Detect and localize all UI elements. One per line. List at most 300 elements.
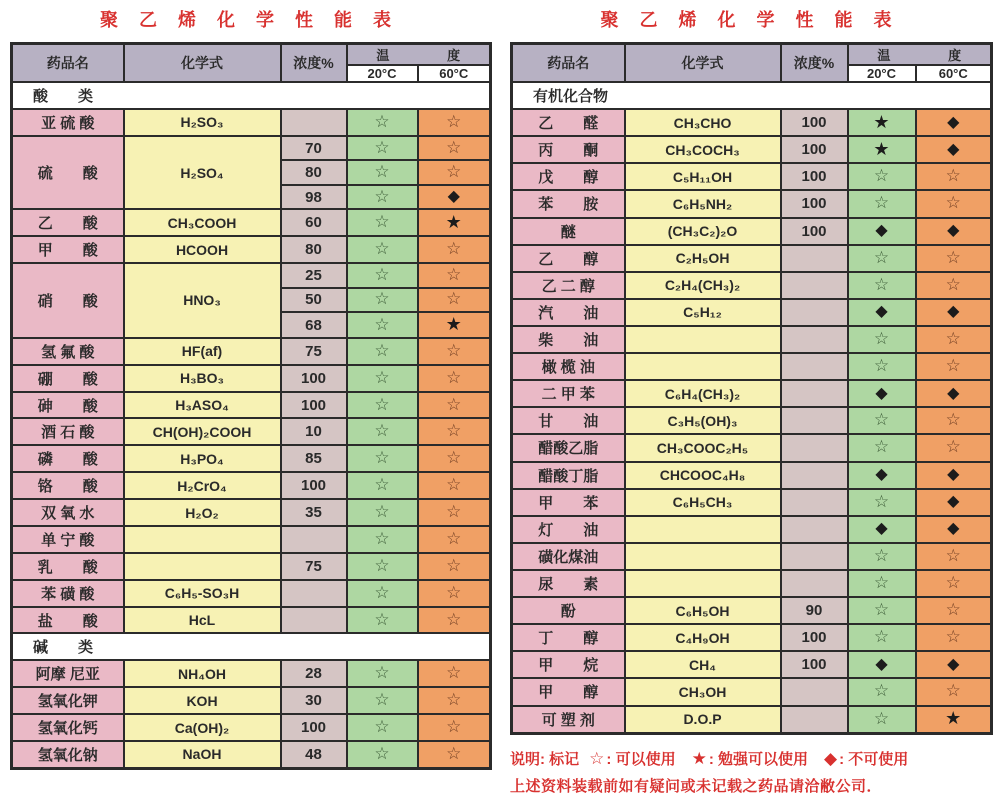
concentration-cell bbox=[781, 678, 848, 705]
concentration-cell bbox=[281, 607, 347, 634]
concentration-cell bbox=[781, 516, 848, 543]
formula-cell: NaOH bbox=[124, 741, 281, 769]
table-row bbox=[512, 299, 992, 326]
ok-star-icon: ☆ bbox=[873, 437, 890, 457]
ok-star-icon: ☆ bbox=[873, 410, 890, 430]
section-label: 酸 类 bbox=[12, 82, 491, 109]
ok-star-icon: ☆ bbox=[446, 555, 462, 575]
table-row bbox=[12, 526, 491, 553]
concentration-cell bbox=[781, 543, 848, 570]
formula-cell: H₃PO₄ bbox=[124, 445, 281, 472]
formula-cell: KOH bbox=[124, 687, 281, 714]
table-row bbox=[512, 136, 992, 163]
ok-star-icon: ☆ bbox=[945, 247, 961, 267]
rating-20c-cell bbox=[347, 136, 418, 161]
rating-20c-cell bbox=[347, 714, 418, 741]
ok-star-icon: ☆ bbox=[873, 356, 890, 376]
concentration-cell bbox=[281, 526, 347, 553]
right-table-title: 聚 乙 烯 化 学 性 能 表 bbox=[600, 10, 900, 30]
table-row bbox=[12, 553, 491, 580]
ok-star-icon: ☆ bbox=[374, 394, 390, 414]
table-row bbox=[512, 245, 992, 272]
rating-20c-cell bbox=[848, 516, 916, 543]
table-row bbox=[512, 434, 992, 461]
ok-star-icon: ☆ bbox=[446, 690, 462, 710]
rating-60c-cell bbox=[916, 407, 992, 434]
left-table-body bbox=[12, 82, 491, 769]
rating-20c-cell bbox=[848, 136, 916, 163]
table-row bbox=[512, 543, 992, 570]
rating-60c-cell bbox=[418, 687, 491, 714]
formula-cell: HNO₃ bbox=[124, 263, 281, 338]
table-row bbox=[512, 163, 992, 190]
drug-name-cell: 甲 酸 bbox=[12, 236, 124, 263]
drug-name-cell: 乙 酸 bbox=[12, 209, 124, 236]
rating-20c-cell bbox=[848, 624, 916, 651]
ok-star-icon: ☆ bbox=[446, 289, 462, 309]
concentration-cell: 90 bbox=[781, 597, 848, 624]
formula-cell: HCOOH bbox=[124, 236, 281, 263]
no-diamond-icon: ◆ bbox=[875, 466, 888, 484]
formula-cell bbox=[625, 570, 781, 597]
rating-60c-cell bbox=[916, 543, 992, 570]
rating-20c-cell bbox=[347, 660, 418, 687]
ok-star-icon: ☆ bbox=[945, 681, 961, 701]
temperature-label bbox=[849, 45, 991, 64]
ok-star-icon: ☆ bbox=[446, 448, 462, 468]
table-row bbox=[12, 607, 491, 634]
rating-20c-cell bbox=[347, 392, 418, 419]
drug-name-cell: 二 甲 苯 bbox=[512, 380, 625, 407]
drug-name-cell: 丁 醇 bbox=[512, 624, 625, 651]
temp-char-du: 度 bbox=[948, 48, 962, 63]
rating-60c-cell bbox=[418, 660, 491, 687]
rating-60c-cell bbox=[916, 570, 992, 597]
drug-name-cell: 醋酸乙脂 bbox=[512, 434, 625, 461]
concentration-cell: 98 bbox=[281, 185, 347, 210]
col-header-drug-name: 药品名 bbox=[512, 44, 625, 83]
concentration-cell: 100 bbox=[281, 392, 347, 419]
concentration-cell: 68 bbox=[281, 312, 347, 338]
rating-20c-cell bbox=[848, 407, 916, 434]
rating-60c-cell bbox=[418, 312, 491, 338]
ok-star-icon: ☆ bbox=[374, 340, 390, 360]
drug-name-cell: 甲 苯 bbox=[512, 489, 625, 516]
table-row bbox=[512, 326, 992, 353]
table-row bbox=[512, 109, 992, 136]
drug-name-cell: 橄 榄 油 bbox=[512, 353, 625, 380]
legend-item-label: : 不可使用 bbox=[839, 751, 909, 768]
rating-60c-cell bbox=[418, 714, 491, 741]
no-diamond-icon: ◆ bbox=[947, 140, 960, 158]
formula-cell: C₅H₁₂ bbox=[625, 299, 781, 326]
drug-name-cell: 苯 胺 bbox=[512, 190, 625, 217]
formula-cell: NH₄OH bbox=[124, 660, 281, 687]
drug-name-cell: 乳 酸 bbox=[12, 553, 124, 580]
formula-cell: C₆H₅NH₂ bbox=[625, 190, 781, 217]
ok-star-icon: ☆ bbox=[945, 437, 961, 457]
marginal-star-icon: ★ bbox=[445, 314, 462, 334]
ok-star-icon: ☆ bbox=[374, 690, 390, 710]
drug-name-cell: 铬 酸 bbox=[12, 472, 124, 499]
formula-cell: C₆H₅OH bbox=[625, 597, 781, 624]
concentration-cell: 70 bbox=[281, 136, 347, 161]
rating-60c-cell bbox=[418, 445, 491, 472]
ok-star-icon: ☆ bbox=[374, 663, 390, 683]
section-row bbox=[12, 82, 491, 109]
col-header-formula: 化学式 bbox=[625, 44, 781, 83]
drug-name-cell: 硼 酸 bbox=[12, 365, 124, 392]
concentration-cell bbox=[781, 272, 848, 299]
table-row bbox=[512, 624, 992, 651]
drug-name-cell: 汽 油 bbox=[512, 299, 625, 326]
temp-char-wen: 温 bbox=[877, 48, 891, 63]
ok-star-icon: ☆ bbox=[589, 748, 605, 768]
drug-name-cell: 氢 氟 酸 bbox=[12, 338, 124, 365]
drug-name-cell: 双 氧 水 bbox=[12, 499, 124, 526]
ok-star-icon: ☆ bbox=[945, 600, 961, 620]
rating-20c-cell bbox=[347, 607, 418, 634]
concentration-cell: 75 bbox=[281, 553, 347, 580]
marginal-star-icon: ★ bbox=[873, 111, 890, 132]
concentration-cell bbox=[781, 462, 848, 489]
rating-20c-cell bbox=[347, 109, 418, 136]
rating-20c-cell bbox=[848, 597, 916, 624]
no-diamond-icon: ◆ bbox=[824, 748, 838, 768]
rating-20c-cell bbox=[347, 553, 418, 580]
drug-name-cell: 醚 bbox=[512, 218, 625, 245]
drug-name-cell: 磺化煤油 bbox=[512, 543, 625, 570]
ok-star-icon: ☆ bbox=[945, 356, 961, 376]
table-row bbox=[512, 218, 992, 245]
ok-star-icon: ☆ bbox=[873, 274, 890, 294]
drug-name-cell: 乙 醇 bbox=[512, 245, 625, 272]
table-row bbox=[12, 418, 491, 445]
section-label: 有机化合物 bbox=[512, 82, 992, 109]
table-row bbox=[12, 445, 491, 472]
ok-star-icon: ☆ bbox=[446, 367, 462, 387]
formula-cell bbox=[625, 516, 781, 543]
rating-60c-cell bbox=[418, 109, 491, 136]
legend-intro: 说明: 标记 bbox=[510, 751, 580, 768]
no-diamond-icon: ◆ bbox=[875, 384, 888, 402]
temperature-label bbox=[348, 45, 490, 64]
drug-name-cell: 丙 酮 bbox=[512, 136, 625, 163]
concentration-cell: 75 bbox=[281, 338, 347, 365]
ok-star-icon: ☆ bbox=[873, 166, 890, 186]
drug-name-cell: 可 塑 剂 bbox=[512, 706, 625, 734]
ok-star-icon: ☆ bbox=[446, 717, 462, 737]
concentration-cell: 80 bbox=[281, 236, 347, 263]
ok-star-icon: ☆ bbox=[945, 274, 961, 294]
right-panel bbox=[510, 6, 990, 796]
concentration-cell: 50 bbox=[281, 288, 347, 313]
rating-60c-cell bbox=[418, 185, 491, 210]
footer-note: 上述资料装载前如有疑问或未记载之药品请洽敝公司． bbox=[510, 778, 883, 795]
legend-item-label: : 勉强可以使用 bbox=[708, 751, 809, 768]
ok-star-icon: ☆ bbox=[374, 111, 390, 131]
ok-star-icon: ☆ bbox=[446, 239, 462, 259]
rating-60c-cell bbox=[916, 624, 992, 651]
ok-star-icon: ☆ bbox=[945, 329, 961, 349]
no-diamond-icon: ◆ bbox=[947, 520, 960, 538]
rating-20c-cell bbox=[347, 288, 418, 313]
ok-star-icon: ☆ bbox=[873, 708, 890, 728]
temp-char-wen: 温 bbox=[376, 48, 390, 63]
rating-20c-cell bbox=[347, 499, 418, 526]
concentration-cell bbox=[781, 245, 848, 272]
concentration-cell: 100 bbox=[281, 472, 347, 499]
concentration-cell: 60 bbox=[281, 209, 347, 236]
temp-char-du: 度 bbox=[447, 48, 461, 63]
ok-star-icon: ☆ bbox=[374, 717, 390, 737]
ok-star-icon: ☆ bbox=[446, 264, 462, 284]
header-row bbox=[512, 44, 992, 66]
rating-20c-cell bbox=[848, 489, 916, 516]
ok-star-icon: ☆ bbox=[374, 582, 390, 602]
rating-60c-cell bbox=[916, 272, 992, 299]
ok-star-icon: ☆ bbox=[374, 502, 390, 522]
rating-20c-cell bbox=[347, 365, 418, 392]
concentration-cell: 100 bbox=[781, 190, 848, 217]
formula-cell: HcL bbox=[124, 607, 281, 634]
table-row bbox=[12, 236, 491, 263]
formula-cell: C₆H₅-SO₃H bbox=[124, 580, 281, 607]
rating-60c-cell bbox=[418, 365, 491, 392]
rating-60c-cell bbox=[418, 136, 491, 161]
rating-60c-cell bbox=[916, 245, 992, 272]
rating-20c-cell bbox=[347, 312, 418, 338]
rating-60c-cell bbox=[916, 489, 992, 516]
ok-star-icon: ☆ bbox=[374, 555, 390, 575]
marginal-star-icon: ★ bbox=[873, 138, 890, 159]
rating-60c-cell bbox=[418, 526, 491, 553]
concentration-cell bbox=[781, 489, 848, 516]
drug-name-cell: 硫 酸 bbox=[12, 136, 124, 210]
drug-name-cell: 乙 醛 bbox=[512, 109, 625, 136]
ok-star-icon: ☆ bbox=[873, 545, 890, 565]
col-header-drug-name: 药品名 bbox=[12, 44, 124, 83]
no-diamond-icon: ◆ bbox=[875, 655, 888, 673]
concentration-cell bbox=[781, 706, 848, 734]
drug-name-cell: 乙 二 醇 bbox=[512, 272, 625, 299]
concentration-cell bbox=[781, 353, 848, 380]
table-row bbox=[512, 462, 992, 489]
no-diamond-icon: ◆ bbox=[947, 113, 960, 131]
rating-20c-cell bbox=[848, 706, 916, 734]
concentration-cell: 100 bbox=[781, 624, 848, 651]
table-row bbox=[512, 190, 992, 217]
no-diamond-icon: ◆ bbox=[947, 655, 960, 673]
ok-star-icon: ☆ bbox=[945, 545, 961, 565]
legend-item-usable bbox=[589, 748, 675, 769]
formula-cell: H₂CrO₄ bbox=[124, 472, 281, 499]
rating-60c-cell bbox=[916, 706, 992, 734]
rating-60c-cell bbox=[916, 434, 992, 461]
formula-cell: H₂SO₄ bbox=[124, 136, 281, 210]
rating-20c-cell bbox=[848, 380, 916, 407]
table-row bbox=[12, 714, 491, 741]
ok-star-icon: ☆ bbox=[945, 627, 961, 647]
left-panel bbox=[10, 6, 489, 770]
formula-cell: HF(af) bbox=[124, 338, 281, 365]
right-table-body bbox=[512, 82, 992, 734]
concentration-cell: 10 bbox=[281, 418, 347, 445]
ok-star-icon: ☆ bbox=[374, 421, 390, 441]
header-row bbox=[12, 44, 491, 66]
marginal-star-icon: ★ bbox=[945, 708, 962, 729]
ok-star-icon: ☆ bbox=[374, 289, 390, 309]
concentration-cell: 48 bbox=[281, 741, 347, 769]
ok-star-icon: ☆ bbox=[374, 448, 390, 468]
rating-60c-cell bbox=[916, 516, 992, 543]
section-row bbox=[12, 633, 491, 660]
legend-item-marginal bbox=[692, 748, 808, 769]
no-diamond-icon: ◆ bbox=[947, 493, 960, 511]
ok-star-icon: ☆ bbox=[446, 743, 462, 763]
rating-20c-cell bbox=[848, 326, 916, 353]
drug-name-cell: 氢氧化钙 bbox=[12, 714, 124, 741]
col-header-temperature bbox=[848, 44, 992, 66]
rating-60c-cell bbox=[418, 160, 491, 185]
rating-20c-cell bbox=[848, 353, 916, 380]
rating-60c-cell bbox=[418, 418, 491, 445]
drug-name-cell: 苯 磺 酸 bbox=[12, 580, 124, 607]
no-diamond-icon: ◆ bbox=[947, 384, 960, 402]
ok-star-icon: ☆ bbox=[446, 609, 462, 629]
drug-name-cell: 甲 醇 bbox=[512, 678, 625, 705]
rating-60c-cell bbox=[418, 607, 491, 634]
ok-star-icon: ☆ bbox=[873, 329, 890, 349]
no-diamond-icon: ◆ bbox=[447, 188, 460, 206]
formula-cell: H₃ASO₄ bbox=[124, 392, 281, 419]
ok-star-icon: ☆ bbox=[945, 410, 961, 430]
rating-20c-cell bbox=[347, 741, 418, 769]
table-row bbox=[512, 706, 992, 734]
rating-60c-cell bbox=[916, 218, 992, 245]
ok-star-icon: ☆ bbox=[446, 162, 462, 182]
ok-star-icon: ☆ bbox=[374, 137, 390, 157]
rating-20c-cell bbox=[347, 526, 418, 553]
ok-star-icon: ☆ bbox=[374, 239, 390, 259]
drug-name-cell: 砷 酸 bbox=[12, 392, 124, 419]
rating-20c-cell bbox=[347, 236, 418, 263]
ok-star-icon: ☆ bbox=[873, 681, 890, 701]
rating-20c-cell bbox=[347, 209, 418, 236]
formula-cell bbox=[625, 353, 781, 380]
ok-star-icon: ☆ bbox=[446, 340, 462, 360]
drug-name-cell: 氢氧化钾 bbox=[12, 687, 124, 714]
rating-60c-cell bbox=[418, 209, 491, 236]
drug-name-cell: 甘 油 bbox=[512, 407, 625, 434]
ok-star-icon: ☆ bbox=[374, 367, 390, 387]
col-header-20c: 20°C bbox=[848, 65, 916, 82]
rating-20c-cell bbox=[347, 185, 418, 210]
rating-20c-cell bbox=[848, 678, 916, 705]
formula-cell: C₂H₄(CH₃)₂ bbox=[625, 272, 781, 299]
formula-cell: C₄H₉OH bbox=[625, 624, 781, 651]
legend-line bbox=[510, 748, 990, 769]
rating-20c-cell bbox=[347, 263, 418, 288]
concentration-cell: 35 bbox=[281, 499, 347, 526]
drug-name-cell: 亚 硫 酸 bbox=[12, 109, 124, 136]
rating-60c-cell bbox=[916, 136, 992, 163]
concentration-cell bbox=[281, 109, 347, 136]
drug-name-cell: 酒 石 酸 bbox=[12, 418, 124, 445]
rating-60c-cell bbox=[916, 678, 992, 705]
rating-60c-cell bbox=[916, 326, 992, 353]
drug-name-cell: 阿摩 尼亚 bbox=[12, 660, 124, 687]
rating-60c-cell bbox=[916, 597, 992, 624]
rating-60c-cell bbox=[418, 499, 491, 526]
formula-cell: H₂O₂ bbox=[124, 499, 281, 526]
rating-20c-cell bbox=[848, 651, 916, 678]
formula-cell: C₂H₅OH bbox=[625, 245, 781, 272]
table-row bbox=[12, 392, 491, 419]
table-row bbox=[512, 353, 992, 380]
formula-cell: C₃H₅(OH)₃ bbox=[625, 407, 781, 434]
formula-cell: CHCOOC₄H₈ bbox=[625, 462, 781, 489]
rating-20c-cell bbox=[347, 418, 418, 445]
section-label: 碱 类 bbox=[12, 633, 491, 660]
concentration-cell: 100 bbox=[781, 651, 848, 678]
rating-20c-cell bbox=[848, 434, 916, 461]
table-row bbox=[512, 489, 992, 516]
drug-name-cell: 单 宁 酸 bbox=[12, 526, 124, 553]
left-table-title: 聚 乙 烯 化 学 性 能 表 bbox=[99, 10, 399, 30]
ok-star-icon: ☆ bbox=[945, 193, 961, 213]
concentration-cell bbox=[781, 380, 848, 407]
ok-star-icon: ☆ bbox=[945, 573, 961, 593]
drug-name-cell: 柴 油 bbox=[512, 326, 625, 353]
rating-60c-cell bbox=[916, 299, 992, 326]
marginal-star-icon: ★ bbox=[691, 748, 707, 768]
ok-star-icon: ☆ bbox=[446, 582, 462, 602]
drug-name-cell: 戊 醇 bbox=[512, 163, 625, 190]
rating-60c-cell bbox=[916, 353, 992, 380]
formula-cell: C₅H₁₁OH bbox=[625, 163, 781, 190]
formula-cell: CH₃CHO bbox=[625, 109, 781, 136]
left-chemical-table bbox=[10, 42, 492, 770]
formula-cell: CH₃OH bbox=[625, 678, 781, 705]
rating-60c-cell bbox=[916, 380, 992, 407]
formula-cell: Ca(OH)₂ bbox=[124, 714, 281, 741]
ok-star-icon: ☆ bbox=[873, 247, 890, 267]
table-row bbox=[512, 272, 992, 299]
ok-star-icon: ☆ bbox=[873, 193, 890, 213]
rating-20c-cell bbox=[347, 472, 418, 499]
formula-cell bbox=[625, 543, 781, 570]
rating-20c-cell bbox=[347, 445, 418, 472]
rating-20c-cell bbox=[848, 272, 916, 299]
drug-name-cell: 甲 烷 bbox=[512, 651, 625, 678]
concentration-cell bbox=[781, 434, 848, 461]
formula-cell: D.O.P bbox=[625, 706, 781, 734]
legend-item-label: : 可以使用 bbox=[606, 751, 676, 768]
table-row bbox=[12, 109, 491, 136]
rating-20c-cell bbox=[848, 109, 916, 136]
table-row bbox=[12, 209, 491, 236]
table-row bbox=[512, 597, 992, 624]
rating-60c-cell bbox=[916, 651, 992, 678]
col-header-60c: 60°C bbox=[916, 65, 992, 82]
rating-60c-cell bbox=[418, 580, 491, 607]
table-row bbox=[512, 678, 992, 705]
col-header-formula: 化学式 bbox=[124, 44, 281, 83]
table-row bbox=[12, 687, 491, 714]
rating-60c-cell bbox=[418, 741, 491, 769]
drug-name-cell: 氢氧化钠 bbox=[12, 741, 124, 769]
